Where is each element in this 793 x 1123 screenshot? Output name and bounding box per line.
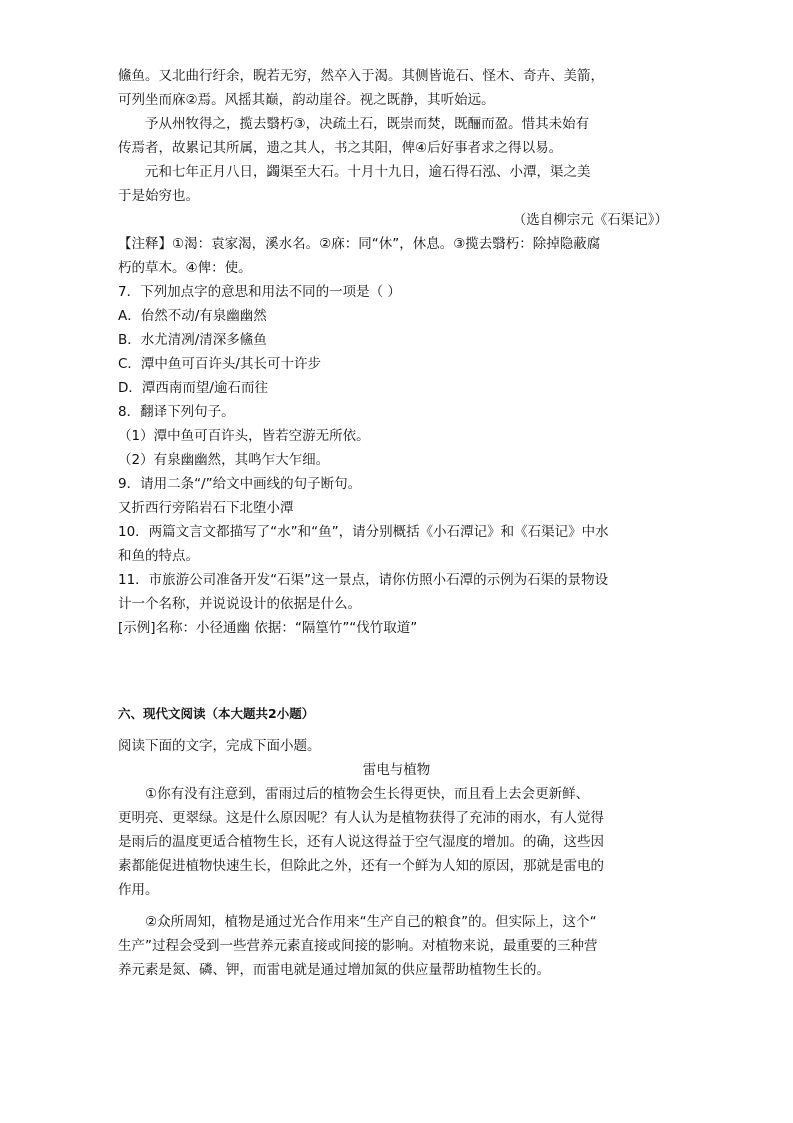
text-line: 于是始穷也。 <box>118 188 199 204</box>
question-8-1: （1）潭中鱼可百许头，皆若空游无所依。 <box>118 428 370 444</box>
option-d: D．潭西南而望/逾石而往 <box>118 380 268 396</box>
question-10: 10．两篇文言文都描写了“水”和“鱼”，请分别概括《小石潭记》和《石渠记》中水 <box>118 524 609 540</box>
section-heading: 六、现代文阅读（本大题共2小题） <box>118 706 315 721</box>
paragraph-2-line: 生产”过程会受到一些营养元素直接或间接的影响。对植物来说，最重要的三种营 <box>118 938 598 954</box>
question-11-cont: 计一个名称，并说说设计的依据是什么。 <box>118 596 361 612</box>
paragraph-1-line: 是雨后的温度更适合植物生长，还有人说这得益于空气湿度的增加。的确，这些因 <box>118 834 604 850</box>
paragraph-1-line: 作用。 <box>118 882 159 898</box>
paragraph-2-line: 养元素是氮、磷、钾，而雷电就是通过增加氮的供应量帮助植物生长的。 <box>118 962 550 978</box>
example-line: [示例]名称：小径通幽 依据：“隔篁竹”“伐竹取道” <box>118 620 418 636</box>
instruction-line: 阅读下面的文字，完成下面小题。 <box>118 738 321 754</box>
annotation-line: 【注释】①渴：袁家渴，溪水名。②庥：同“休”，休息。③揽去翳朽：除掉隐蔽腐 <box>118 236 601 252</box>
option-c: C．潭中鱼可百许头/其长可十许步 <box>118 356 321 372</box>
question-11: 11．市旅游公司准备开发“石渠”这一景点，请你仿照小石潭的示例为石渠的景物设 <box>118 572 609 588</box>
text-line: 可列坐而庥②焉。风摇其巅，韵动崖谷。视之既静，其听始远。 <box>118 92 495 108</box>
option-b: B．水尤清冽/清深多鯈鱼 <box>118 332 267 348</box>
article-title: 雷电与植物 <box>362 762 431 778</box>
option-a: A．佁然不动/有泉幽幽然 <box>118 308 267 324</box>
question-9-sentence: 又折西行旁陷岩石下北堕小潭 <box>118 500 294 516</box>
question-9: 9．请用二条“/”给文中画线的句子断句。 <box>118 476 362 492</box>
paragraph-1-line: 素都能促进植物快速生长，但除此之外，还有一个鲜为人知的原因，那就是雷电的 <box>118 858 604 874</box>
text-line: 传焉者，故累记其所属，遗之其人，书之其阳，俾④后好事者求之得以易。 <box>118 140 563 156</box>
source-citation: （选自柳宗元《石渠记》） <box>512 212 668 228</box>
paragraph-2-line: ②众所周知，植物是通过光合作用来“生产自己的粮食”的。但实际上，这个“ <box>145 914 597 930</box>
text-line: 鯈鱼。又北曲行纡余，睨若无穷，然卒入于渴。其侧皆诡石、怪木、奇卉、美箭， <box>118 68 604 84</box>
paragraph-1-line: ①你有没有注意到，雷雨过后的植物会生长得更快，而且看上去会更新鲜、 <box>145 786 590 802</box>
question-10-cont: 和鱼的特点。 <box>118 548 199 564</box>
text-line: 元和七年正月八日，蠲渠至大石。十月十九日，逾石得石泓、小潭，渠之美 <box>145 164 591 180</box>
question-8: 8．翻译下列句子。 <box>118 404 235 420</box>
annotation-line: 朽的草木。④俾：使。 <box>118 260 252 276</box>
paragraph-1-line: 更明亮、更翠绿。这是什么原因呢？有人认为是植物获得了充沛的雨水，有人觉得 <box>118 810 604 826</box>
question-7: 7．下列加点字的意思和用法不同的一项是（ ） <box>118 284 401 300</box>
text-line: 予从州牧得之，揽去翳朽③，决疏土石，既崇而焚，既酾而盈。惜其未始有 <box>145 116 590 132</box>
question-8-2: （2）有泉幽幽然，其鸣乍大乍细。 <box>118 452 330 468</box>
